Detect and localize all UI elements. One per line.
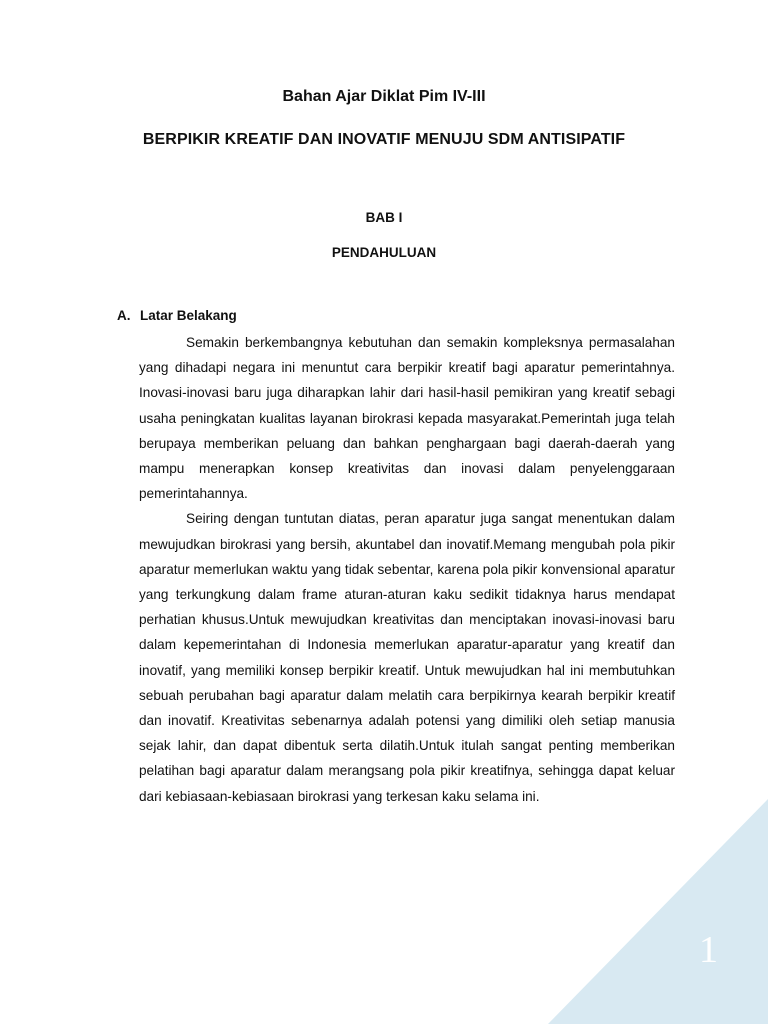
corner-triangle-decoration bbox=[548, 799, 768, 1024]
chapter-title: PENDAHULUAN bbox=[331, 245, 437, 260]
corner-triangle-shape bbox=[548, 799, 768, 1024]
body-paragraph: Semakin berkembangnya kebutuhan dan semakin kompleksnya permasalahan yang dihadapi negara ini menuntut cara berpikir kreatif bagi aparatur pemerintahnya. Inovasi-inovasi baru juga diharapkan lahir dari hasil-hasil pemikiran yang kreatif sebagi usaha peningkatan kualitas layanan birokrasi kepada masyarakat.Pemerintah juga telah berupaya memberikan peluang dan bahkan penghargaan bagi daerah-daerah yang mampu menerapkan konsep kreativitas dan inovasi dalam penyelenggaraan pemerintahannya. bbox=[139, 335, 675, 502]
section-body bbox=[139, 330, 675, 809]
section-heading bbox=[117, 308, 237, 323]
page-number: 1 bbox=[699, 929, 718, 971]
body-paragraph: Seiring dengan tuntutan diatas, peran aparatur juga sangat menentukan dalam mewujudkan birokrasi yang bersih, akuntabel dan inovatif.Memang mengubah pola pikir aparatur memerlukan waktu yang tidak sebentar, karena pola pikir konvensional aparatur yang terkungkung dalam frame aturan-aturan kaku sedikit tidaknya harus mendapat perhatian khusus.Untuk mewujudkan kreativitas dan menciptakan inovasi-inovasi baru dalam kepemerintahan di Indonesia memerlukan aparatur-aparatur yang kreatif dan inovatif, yang memiliki konsep berpikir kreatif. Untuk mewujudkan hal ini membutuhkan sebuah perubahan bagi aparatur dalam melatih cara berpikirnya kearah berpikir kreatif dan inovatif. Kreativitas sebenarnya adalah potensi yang dimiliki oleh setiap manusia sejak lahir, dan dapat dibentuk serta dilatih.Untuk itulah sangat penting memberikan pelatihan bagi aparatur dalam merangsang pola pikir kreatifnya, sehingga dapat keluar dari kebiasaan-kebiasaan birokrasi yang terkesan kaku selama ini. bbox=[139, 511, 675, 804]
section-title: Latar Belakang bbox=[140, 308, 237, 323]
document-subtitle: Bahan Ajar Diklat Pim IV-III bbox=[282, 88, 486, 105]
document-title: BERPIKIR KREATIF DAN INOVATIF MENUJU SDM ANTISIPATIF bbox=[142, 131, 626, 148]
chapter-label: BAB I bbox=[365, 210, 403, 225]
section-marker: A. bbox=[117, 308, 131, 323]
